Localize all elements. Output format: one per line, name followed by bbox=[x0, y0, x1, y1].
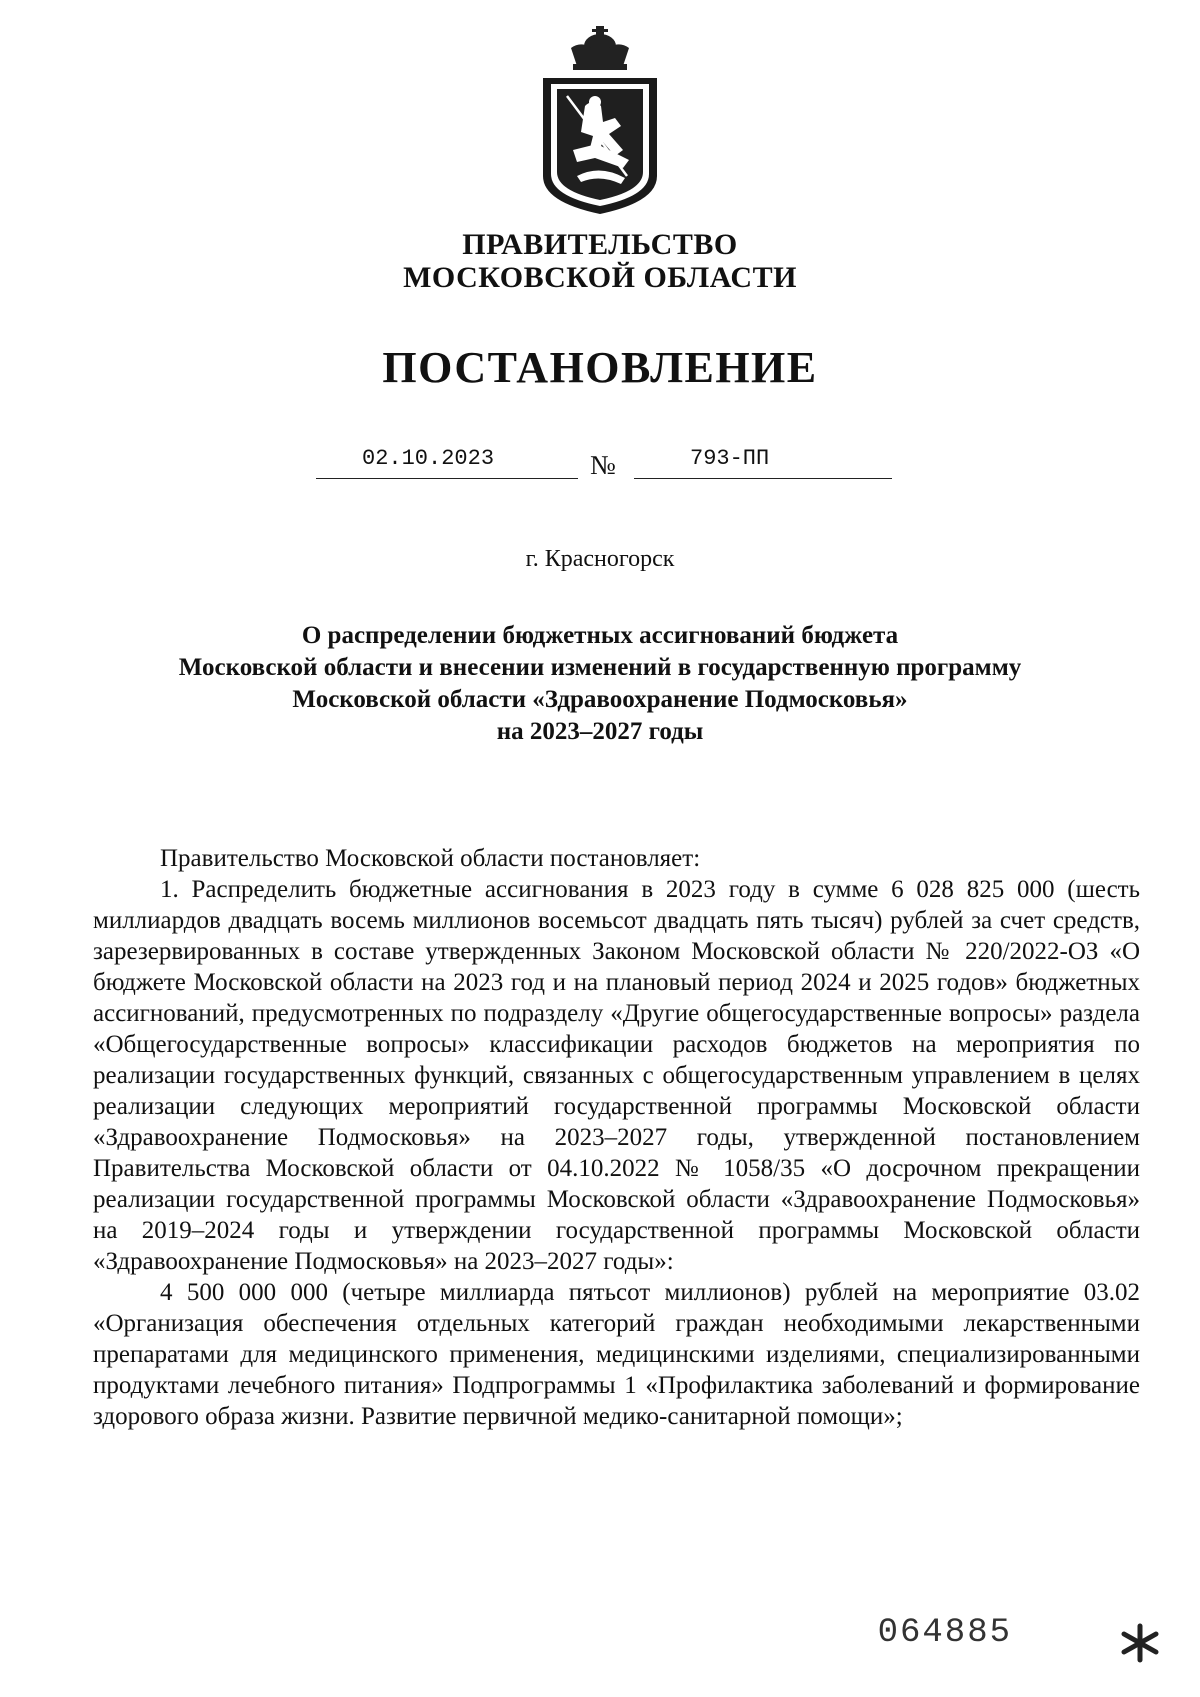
government-name-line1: ПРАВИТЕЛЬСТВО bbox=[462, 228, 738, 261]
document-body bbox=[93, 843, 1140, 1432]
title-line2: Московской области и внесении изменений в государственную программу bbox=[178, 654, 1022, 681]
document-type: ПОСТАНОВЛЕНИЕ bbox=[382, 343, 818, 392]
serial-number: 064885 bbox=[877, 1614, 1012, 1652]
document-date: 02.10.2023 bbox=[362, 446, 495, 471]
title-line3: Московской области «Здравоохранение Подмосковья» bbox=[292, 686, 908, 713]
body-intro: Правительство Московской области постановляет: bbox=[160, 845, 701, 872]
document-city: г. Красногорск bbox=[525, 546, 675, 572]
document-title bbox=[0, 620, 1200, 748]
title-line4: на 2023–2027 годы bbox=[496, 718, 704, 745]
number-underline bbox=[634, 478, 892, 479]
asterisk-star-icon bbox=[1118, 1621, 1162, 1665]
body-paragraph-1: 1. Распределить бюджетные ассигнования в 2023 году в сумме 6 028 825 000 (шесть миллиардов двадцать восемь миллионов восемьсот двадцать пять тысяч) рублей за счет средств, зарезервированных в составе утвержденных Законом Московской области № 220/2022-ОЗ «О бюджете Московской области на 2023 год и на плановый период 2024 и 2025 годов» бюджетных ассигнований, предусмотренных по подразделу «Другие общегосударственные вопросы» раздела «Общегосударственные вопросы» классификации расходов бюджетов на мероприятия по реализации государственных функций, связанных с общегосударственным управлением в целях реализации следующих мероприятий государственной программы Московской области «Здравоохранение Подмосковья» на 2023–2027 годы, утвержденной постановлением Правительства Московской области от 04.10.2022 № 1058/35 «О досрочном прекращении реализации государственной программы Московской области «Здравоохранение Подмосковья» на 2019–2024 годы и утверждении государственной программы Московской области «Здравоохранение Подмосковья» на 2023–2027 годы»: bbox=[93, 876, 1140, 1275]
government-name bbox=[0, 228, 1200, 294]
title-line1: О распределении бюджетных ассигнований бюджета bbox=[301, 622, 899, 649]
government-name-line2: МОСКОВСКОЙ ОБЛАСТИ bbox=[403, 261, 797, 294]
date-underline bbox=[316, 478, 578, 479]
document-number: 793-ПП bbox=[690, 446, 770, 471]
coat-of-arms-icon bbox=[537, 26, 663, 216]
number-sign: № bbox=[590, 450, 616, 480]
body-paragraph-2: 4 500 000 000 (четыре миллиарда пятьсот миллионов) рублей на мероприятие 03.02 «Организация обеспечения отдельных категорий граждан необходимыми лекарственными препаратами для медицинского применения, медицинскими изделиями, специализированными продуктами лечебного питания» Подпрограммы 1 «Профилактика заболеваний и формирование здорового образа жизни. Развитие первичной медико-санитарной помощи»; bbox=[93, 1279, 1140, 1430]
